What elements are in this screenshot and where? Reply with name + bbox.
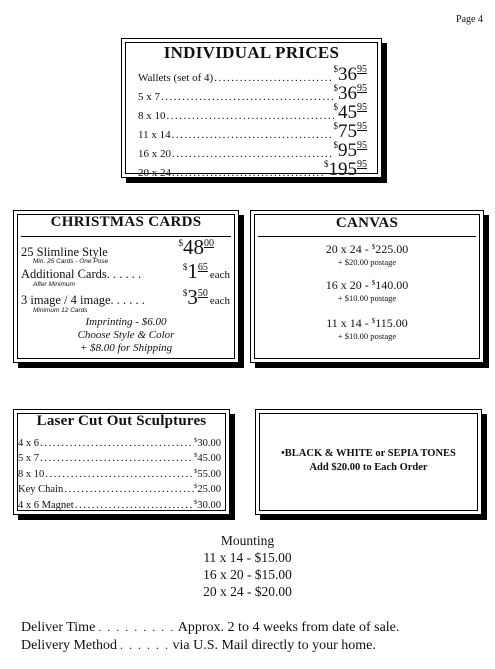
- delivery-method-value: via U.S. Mail directly to your home.: [172, 638, 376, 653]
- leader-dots: [39, 452, 194, 464]
- laser-row: [18, 449, 221, 465]
- canvas-title: CANVAS: [335, 215, 399, 231]
- leader-dots: [213, 72, 333, 84]
- title-rule: [258, 236, 476, 237]
- price-label: 5 x 7: [138, 91, 160, 103]
- price-label: 11 x 14: [138, 129, 171, 141]
- canvas-postage: + $20.00 postage: [337, 257, 397, 267]
- price-value: $^{\$}36^{95}$: [333, 64, 367, 85]
- christmas-item-note: After Minimum: [33, 281, 75, 288]
- mounting-item: 20 x 24 - $20.00: [203, 584, 292, 599]
- christmas-item-label: Additional Cards. . . . . .: [21, 267, 142, 281]
- christmas-item-note: Min. 25 Cards - One Pose: [33, 258, 109, 265]
- mounting-item: 11 x 14 - $15.00: [203, 550, 292, 565]
- christmas-item-price: $^{\$}48^{00}$: [178, 235, 214, 259]
- page-number: Page 4: [456, 14, 483, 25]
- mounting-item: 16 x 20 - $15.00: [203, 567, 292, 582]
- christmas-extras: [14, 316, 238, 355]
- christmas-cards-title: CHRISTMAS CARDS: [50, 214, 202, 230]
- laser-label: 8 x 10: [18, 468, 45, 480]
- price-value: $^{\$}45^{95}$: [333, 102, 367, 123]
- canvas-size-price: 16 x 20 - $140.00: [325, 278, 409, 292]
- canvas-item: [251, 278, 483, 303]
- christmas-item-label: 25 Slimline Style: [21, 245, 108, 259]
- laser-label: 5 x 7: [18, 453, 39, 464]
- laser-sculptures-title: Laser Cut Out Sculptures: [36, 413, 207, 429]
- bw-sepia-heading: •BLACK & WHITE or SEPIA TONES: [281, 448, 456, 459]
- price-value: $^{\$}95^{95}$: [333, 140, 367, 161]
- price-row: [138, 160, 367, 179]
- laser-label: Key Chain: [18, 484, 64, 495]
- bw-sepia-surcharge: Add $20.00 to Each Order: [309, 462, 428, 473]
- canvas-postage: + $10.00 postage: [337, 331, 397, 341]
- leader-dots: [74, 499, 194, 511]
- laser-row: [18, 480, 221, 496]
- canvas-size-price: 20 x 24 - $225.00: [325, 242, 409, 256]
- delivery-method-line: [21, 638, 487, 654]
- price-value: $^{\$}75^{95}$: [333, 121, 367, 142]
- delivery-time-line: [21, 620, 487, 636]
- shipping-note: + $8.00 for Shipping: [79, 342, 173, 354]
- canvas-item: [251, 242, 483, 267]
- christmas-item-price: $^{\$}1^{65}each$: [182, 259, 230, 283]
- leader-dots: . . . . . .: [120, 638, 170, 652]
- imprinting-note: Imprinting - $6.00: [85, 316, 167, 328]
- canvas-box: [250, 210, 484, 363]
- leader-dots: [166, 110, 334, 122]
- leader-dots: [44, 468, 194, 480]
- price-label: Wallets (set of 4): [138, 72, 214, 84]
- price-value: $^{\$}195^{95}$: [324, 159, 367, 180]
- canvas-postage: + $10.00 postage: [337, 293, 397, 303]
- style-note: Choose Style & Color: [77, 329, 175, 341]
- laser-row: [18, 464, 221, 480]
- bw-sepia-box: [255, 409, 482, 515]
- canvas-item: [251, 316, 483, 341]
- delivery-time-value: Approx. 2 to 4 weeks from date of sale.: [177, 620, 400, 635]
- christmas-item-price: $^{\$}3^{50}each$: [182, 285, 230, 309]
- christmas-item-label: 3 image / 4 image. . . . . .: [21, 293, 145, 307]
- christmas-cards-box: [13, 210, 239, 363]
- laser-price: $45.00: [194, 452, 221, 464]
- laser-list: [18, 433, 221, 511]
- price-label: 16 x 20: [138, 148, 171, 160]
- price-label: 20 x 24: [138, 167, 171, 179]
- laser-sculptures-box: [13, 409, 230, 515]
- christmas-item: [21, 235, 230, 265]
- canvas-size-price: 11 x 14 - $115.00: [326, 316, 408, 330]
- laser-price: $55.00: [194, 467, 221, 480]
- price-label: 8 x 10: [138, 110, 166, 122]
- mounting-section: [0, 532, 495, 600]
- laser-label: 4 x 6 Magnet: [18, 499, 74, 511]
- individual-prices-box: [121, 38, 382, 178]
- christmas-item-note: Minimum 12 Cards: [33, 307, 88, 314]
- individual-prices-list: [138, 65, 367, 179]
- price-value: $^{\$}36^{95}$: [333, 83, 367, 104]
- delivery-method-label: Delivery Method: [21, 638, 118, 653]
- individual-prices-title: INDIVIDUAL PRICES: [163, 43, 340, 62]
- christmas-item: [21, 285, 230, 314]
- delivery-time-label: Deliver Time: [21, 620, 96, 635]
- laser-price: $25.00: [194, 483, 221, 495]
- bw-sepia-text: [256, 447, 481, 475]
- laser-price: $30.00: [194, 498, 221, 511]
- leader-dots: [160, 91, 334, 103]
- leader-dots: . . . . . . . . .: [98, 620, 175, 634]
- laser-row: [18, 433, 221, 449]
- leader-dots: [171, 148, 334, 160]
- leader-dots: [171, 129, 334, 141]
- laser-label: 4 x 6: [18, 437, 39, 449]
- mounting-title: Mounting: [220, 533, 275, 548]
- laser-price: $30.00: [194, 436, 221, 449]
- leader-dots: [63, 483, 194, 495]
- leader-dots: [171, 167, 324, 179]
- leader-dots: [39, 437, 194, 449]
- laser-row: [18, 495, 221, 511]
